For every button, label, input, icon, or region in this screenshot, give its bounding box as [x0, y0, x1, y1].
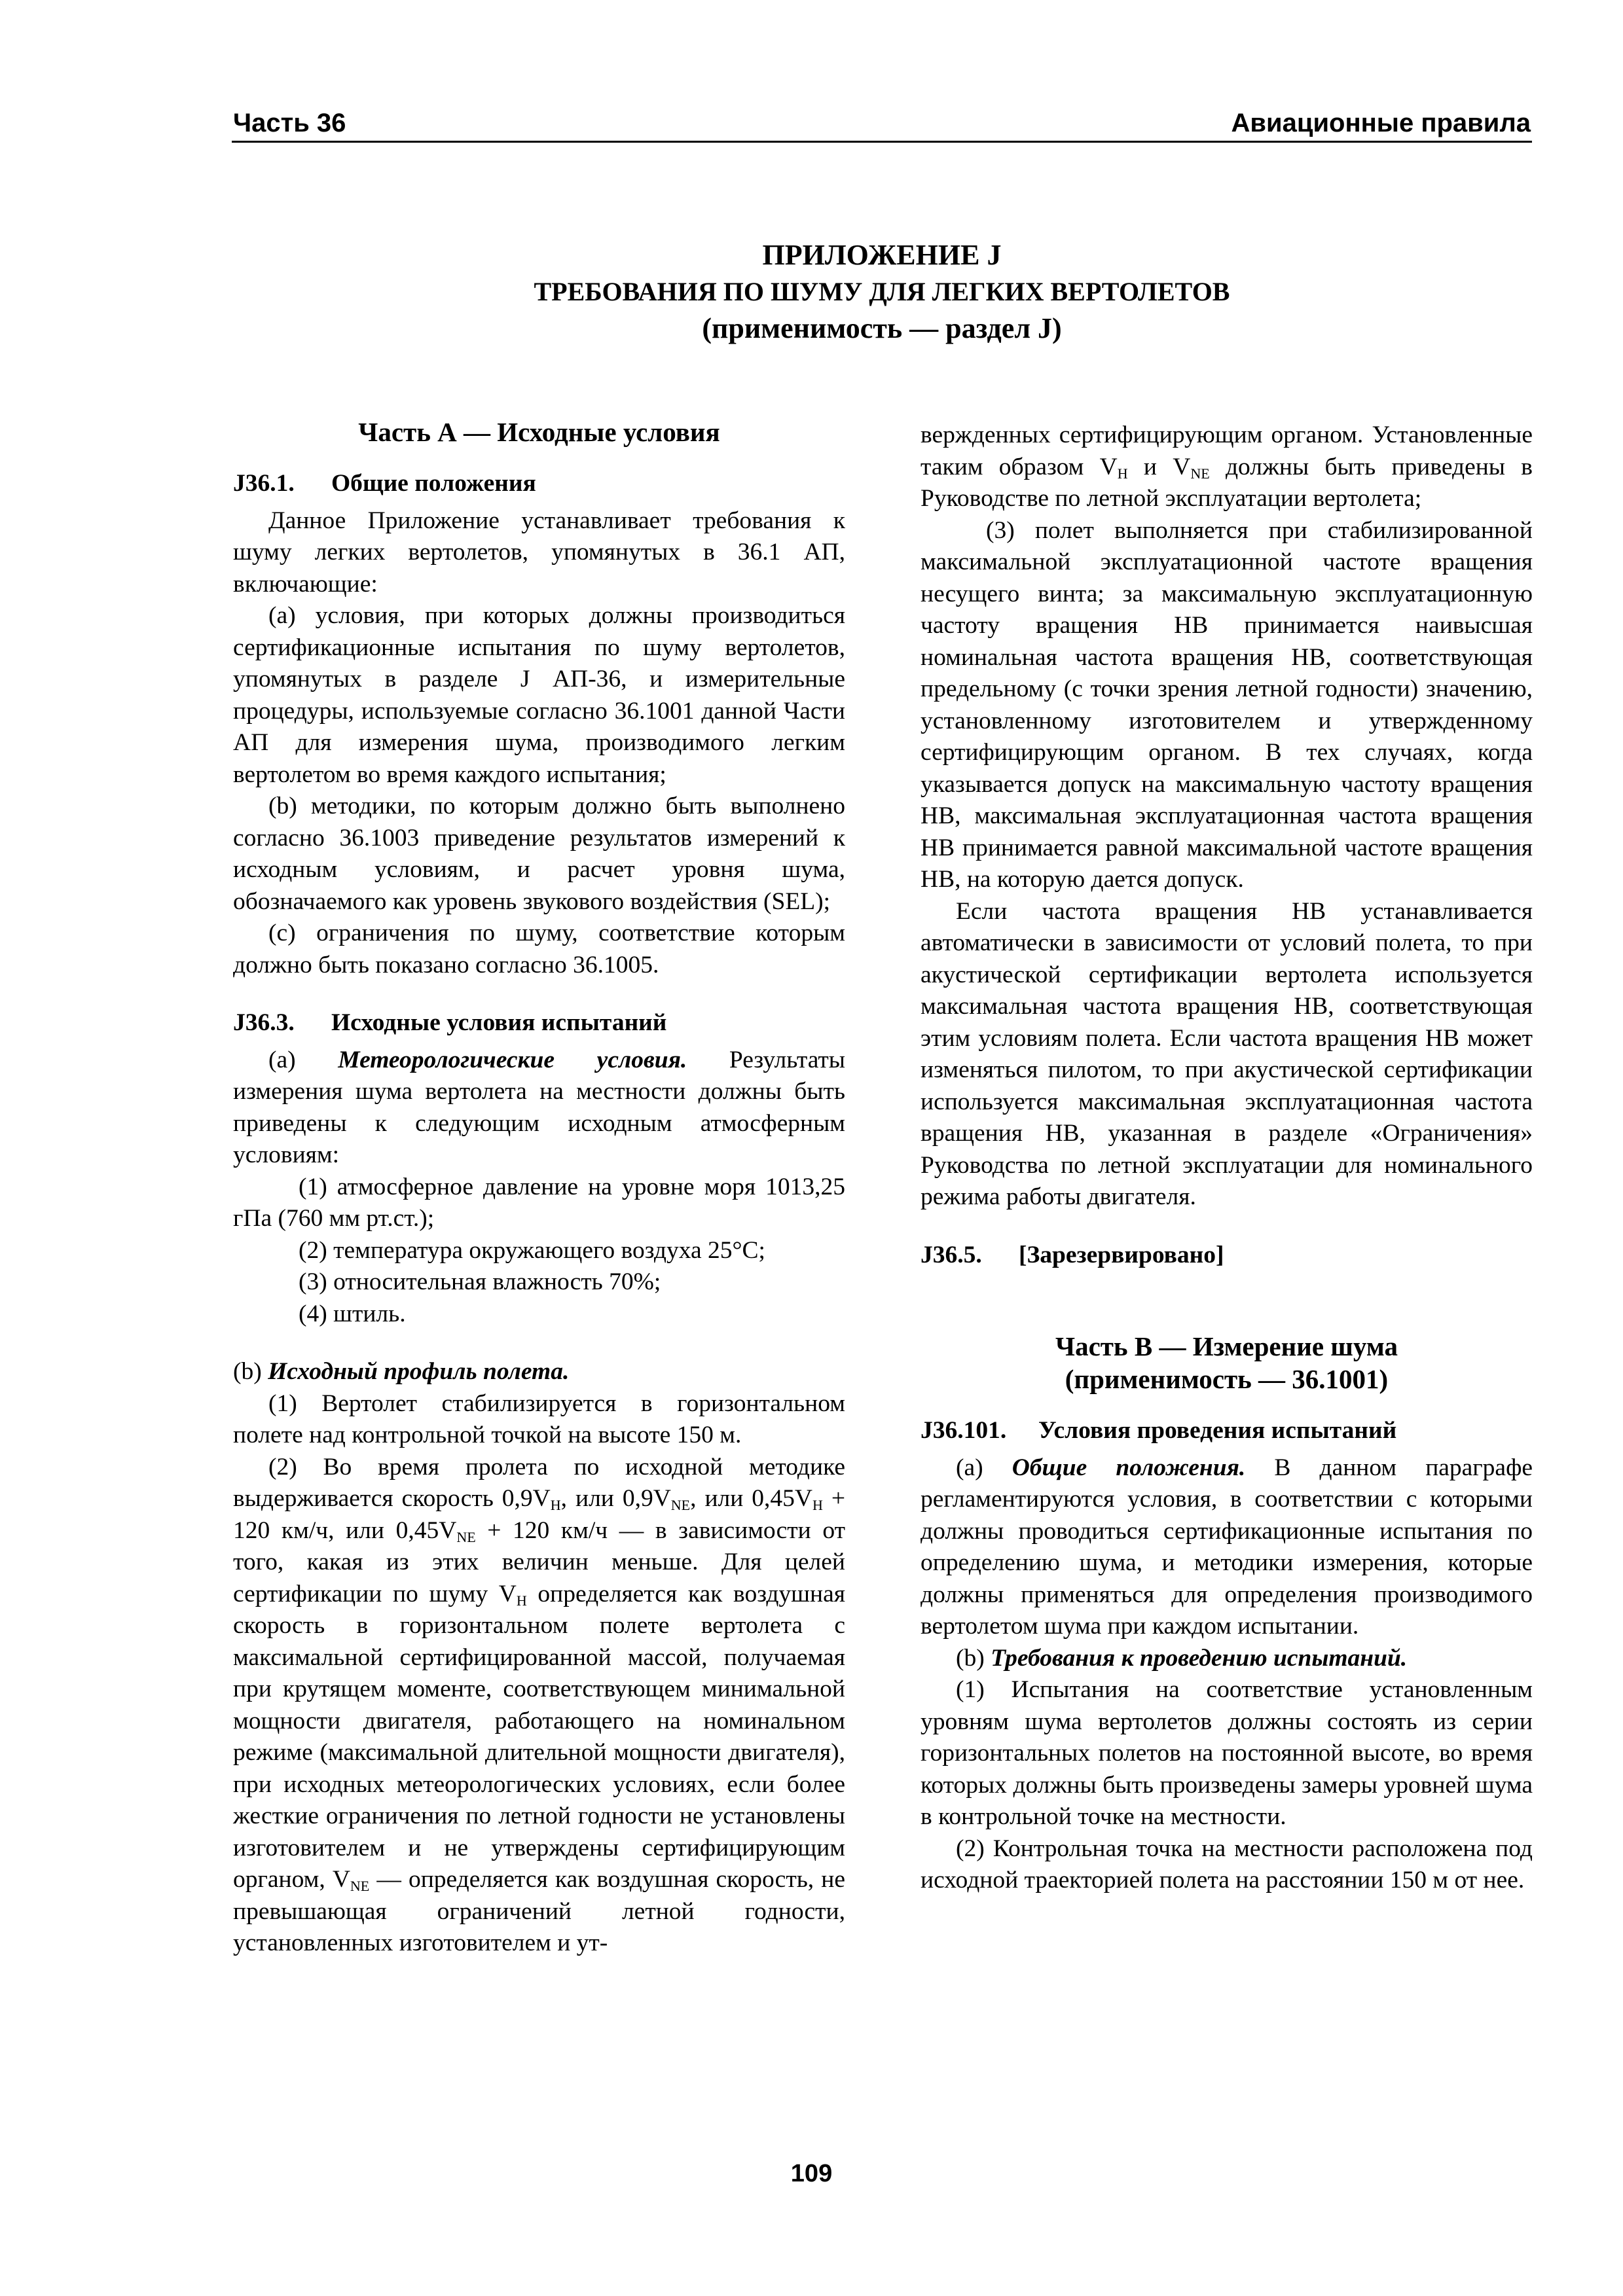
- part-a-heading: Часть А — Исходные условия: [358, 417, 720, 447]
- text: Результаты измерения шума вертолета на местности должны быть приведены к следующим исходным атмосферным условиям:: [233, 1046, 846, 1168]
- paragraph: (a) условия, при которых должны производиться сертификационные испытания по шуму вертолетов, упомянутых в разделе J АП-36, и измерительные процедуры, используемые согласно 36.1001 данной Части АП для измерения шума, производимого легким вертолетом во время каждого испытания;: [233, 602, 845, 788]
- section-number: J36.3.: [233, 1009, 295, 1036]
- paragraph: (3) относительная влажность 70%;: [299, 1268, 661, 1295]
- right-column: [921, 420, 1533, 1897]
- paragraph: (2) Контрольная точка на местности расположена под исходной траекторией полета на расстоянии 150 м от нее.: [921, 1835, 1533, 1893]
- section-title: Условия проведения испытаний: [1038, 1417, 1397, 1444]
- running-header-right: Авиационные правила: [1231, 109, 1531, 137]
- section-title: [Зарезервировано]: [1019, 1241, 1224, 1268]
- section-number: J36.1.: [233, 470, 295, 497]
- running-header-left: Часть 36: [233, 109, 346, 137]
- title-block: [233, 237, 1531, 347]
- paragraph: вержденных сертифицирующим органом. Установленные таким образом $V_H$ и $V_{NE}$ должны быть приведены в Руководстве по летной эксплуатации вертолета;: [921, 422, 1533, 512]
- paragraph: (2) Во время пролета по исходной методике выдерживается скорость $0,9V_H$, или $0,9V_{NE}$, или $0,45V_H + 120$ км/ч, или $0,45V_{NE} + 120$ км/ч — в зависимости от того, какая из этих величин меньше. Для целей сертификации по шуму $V_H$ определяется как воздушная скорость в горизонтальном полете вертолета с максимальной сертифицированной массой, получаемая при крутящем моменте, соответствующем минимальной мощности двигателя, работающего на номинальном режиме (максимальной длительной мощности двигателя), при исходных метеорологических условиях, если более жесткие ограничения по летной годности не установлены изготовителем и не утверждены сертифицирующим органом, $V_{NE}$ — определяется как воздушная скорость, не превышающая ограничений летной годности, установленных изготовителем и ут-: [233, 1453, 845, 1956]
- part-b-heading: Часть В — Измерение шума: [1055, 1331, 1398, 1361]
- paragraph: (3) полет выполняется при стабилизированной максимальной эксплуатационной частоте вращения несущего винта; за максимальную эксплуатационную частоту вращения НВ принимается наивысшая номинальная частота вращения НВ, соответствующая предельному (с точки зрения летной годности) значению, установленному изготовителем и утвержденному сертифицирующим органом. В тех случаях, когда указывается допуск на максимальную частоту вращения НВ, максимальная эксплуатационная частота вращения НВ принимается равной максимальной частоте вращения НВ, на которую дается допуск.: [921, 516, 1533, 893]
- paragraph: [233, 1045, 845, 1172]
- paragraph: (4) штиль.: [299, 1300, 406, 1327]
- section-heading-j36-101: [921, 1415, 1533, 1447]
- italic-heading: Исходный профиль полета.: [268, 1358, 570, 1385]
- paragraph: (b) Требования к проведению испытаний.: [956, 1644, 1408, 1672]
- italic-heading: Метеорологические условия.: [338, 1046, 687, 1073]
- part-b-scope: (применимость — 36.1001): [1065, 1364, 1389, 1394]
- paragraph: Если частота вращения НВ устанавливается автоматически в зависимости от условий полета, то при акустической сертификации вертолета используется максимальная частота вращения НВ, соответствующая этим условиям полета. Если частота вращения НВ может изменяться пилотом, то при акустической сертификации используется максимальная эксплуатационная частота вращения НВ, указанная в разделе «Ограничения» Руководства по летной эксплуатации для номинального режима работы двигателя.: [921, 897, 1533, 1210]
- paragraph: (b) методики, по которым должно быть выполнено согласно 36.1003 приведение результатов измерений к исходным условиям, и расчет уровня шума, обозначаемого как уровень звукового воздействия (SEL);: [233, 793, 845, 915]
- item-label: (b): [233, 1358, 262, 1385]
- italic-heading: Требования к проведению испытаний.: [991, 1644, 1408, 1672]
- page-number: 109: [790, 2160, 833, 2187]
- section-number: J36.5.: [921, 1241, 982, 1268]
- italic-heading: Общие положения.: [1012, 1454, 1246, 1481]
- section-title: Общие положения: [331, 470, 536, 497]
- section-heading-j36-3: [233, 1007, 845, 1039]
- paragraph: (1) Испытания на соответствие установленным уровням шума вертолетов должны состоять из серии горизонтальных полетов на постоянной высоте, во время которых должны быть произведены замеры уровней шума в контрольной точке на местности.: [921, 1676, 1533, 1830]
- section-heading-j36-5: [921, 1240, 1533, 1272]
- section-title: Исходные условия испытаний: [331, 1009, 667, 1036]
- paragraph: [233, 1356, 845, 1388]
- item-label: (a): [268, 1046, 296, 1073]
- paragraph: (1) атмосферное давление на уровне моря 1013,25 гПа (760 мм рт.ст.);: [233, 1173, 845, 1232]
- section-number: J36.101.: [921, 1417, 1007, 1444]
- paragraph: (1) Вертолет стабилизируется в горизонтальном полете над контрольной точкой на высоте 150 м.: [233, 1390, 845, 1448]
- paragraph: Данное Приложение устанавливает требования к шуму легких вертолетов, упомянутых в 36.1 АП, включающие:: [233, 507, 845, 598]
- header-rule: [232, 141, 1532, 143]
- appendix-title: ПРИЛОЖЕНИЕ J: [762, 239, 1002, 271]
- appendix-scope: (применимость — раздел J): [702, 312, 1062, 344]
- left-column: [233, 416, 845, 1960]
- section-heading-j36-1: [233, 468, 845, 500]
- appendix-subtitle: ТРЕБОВАНИЯ ПО ШУМУ ДЛЯ ЛЕГКИХ ВЕРТОЛЕТОВ: [534, 277, 1230, 306]
- paragraph: (2) температура окружающего воздуха 25°С;: [299, 1236, 765, 1264]
- paragraph: (a) Общие положения. В данном параграфе регламентируются условия, в соответствии с которыми должны проводиться сертификационные испытания по определению шума, и методики измерения, которые должны применяться для определения производимого вертолетом шума при каждом испытании.: [921, 1454, 1533, 1640]
- paragraph: (c) ограничения по шуму, соответствие которым должно быть показано согласно 36.1005.: [233, 920, 845, 978]
